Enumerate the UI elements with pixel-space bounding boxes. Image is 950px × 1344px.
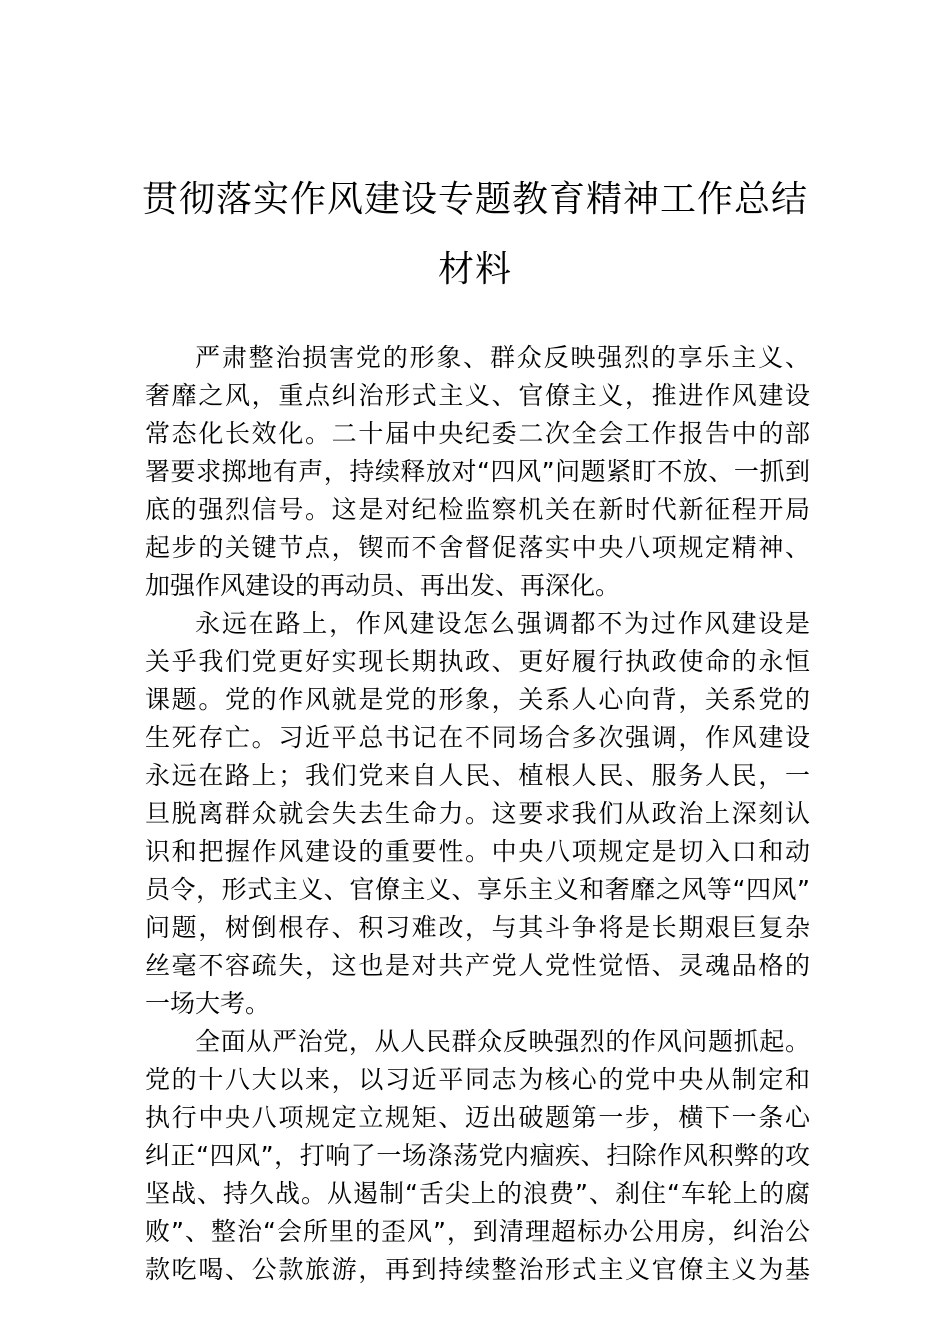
body-line: 永远在路上；我们党来自人民、植根人民、服务人民，一 xyxy=(145,761,810,790)
body-line: 问题，树倒根存、积习难改，与其斗争将是长期艰巨复杂 xyxy=(145,913,810,942)
body-line: 全面从严治党，从人民群众反映强烈的作风问题抓起。 xyxy=(195,1027,810,1056)
body-line: 坚战、持久战。从遏制“舌尖上的浪费”、刹住“车轮上的腐 xyxy=(145,1179,810,1208)
body-line: 败”、整治“会所里的歪风”，到清理超标办公用房，纠治公 xyxy=(145,1217,810,1246)
body-line: 纠正“四风”，打响了一场涤荡党内痼疾、扫除作风积弊的攻 xyxy=(145,1141,810,1170)
body-line: 丝毫不容疏失，这也是对共产党人党性觉悟、灵魂品格的 xyxy=(145,951,810,980)
body-line: 识和把握作风建设的重要性。中央八项规定是切入口和动 xyxy=(145,837,810,866)
body-line: 课题。党的作风就是党的形象，关系人心向背，关系党的 xyxy=(145,685,810,714)
body-line: 党的十八大以来，以习近平同志为核心的党中央从制定和 xyxy=(145,1065,810,1094)
body-line: 永远在路上，作风建设怎么强调都不为过作风建设是 xyxy=(195,609,810,638)
body-line: 一场大考。 xyxy=(145,989,271,1018)
body-line: 严肃整治损害党的形象、群众反映强烈的享乐主义、 xyxy=(195,343,810,372)
body-line: 常态化长效化。二十届中央纪委二次全会工作报告中的部 xyxy=(145,419,810,448)
document-title-line-1: 贯彻落实作风建设专题教育精神工作总结 xyxy=(141,179,808,220)
body-line: 加强作风建设的再动员、再出发、再深化。 xyxy=(145,571,621,600)
body-line: 旦脱离群众就会失去生命力。这要求我们从政治上深刻认 xyxy=(145,799,810,828)
body-line: 关乎我们党更好实现长期执政、更好履行执政使命的永恒 xyxy=(145,647,810,676)
document-title-line-2: 材料 xyxy=(437,249,512,290)
body-line: 款吃喝、公款旅游，再到持续整治形式主义官僚主义为基 xyxy=(145,1255,810,1284)
document-body xyxy=(145,339,810,1289)
body-line: 底的强烈信号。这是对纪检监察机关在新时代新征程开局 xyxy=(145,495,810,524)
body-line: 执行中央八项规定立规矩、迈出破题第一步，横下一条心 xyxy=(145,1103,810,1132)
body-line: 员令，形式主义、官僚主义、享乐主义和奢靡之风等“四风” xyxy=(145,875,810,904)
body-line: 署要求掷地有声，持续释放对“四风”问题紧盯不放、一抓到 xyxy=(145,457,810,486)
body-line: 生死存亡。习近平总书记在不同场合多次强调，作风建设 xyxy=(145,723,810,752)
body-line: 奢靡之风，重点纠治形式主义、官僚主义，推进作风建设 xyxy=(145,381,810,410)
body-line: 起步的关键节点，锲而不舍督促落实中央八项规定精神、 xyxy=(145,533,810,562)
